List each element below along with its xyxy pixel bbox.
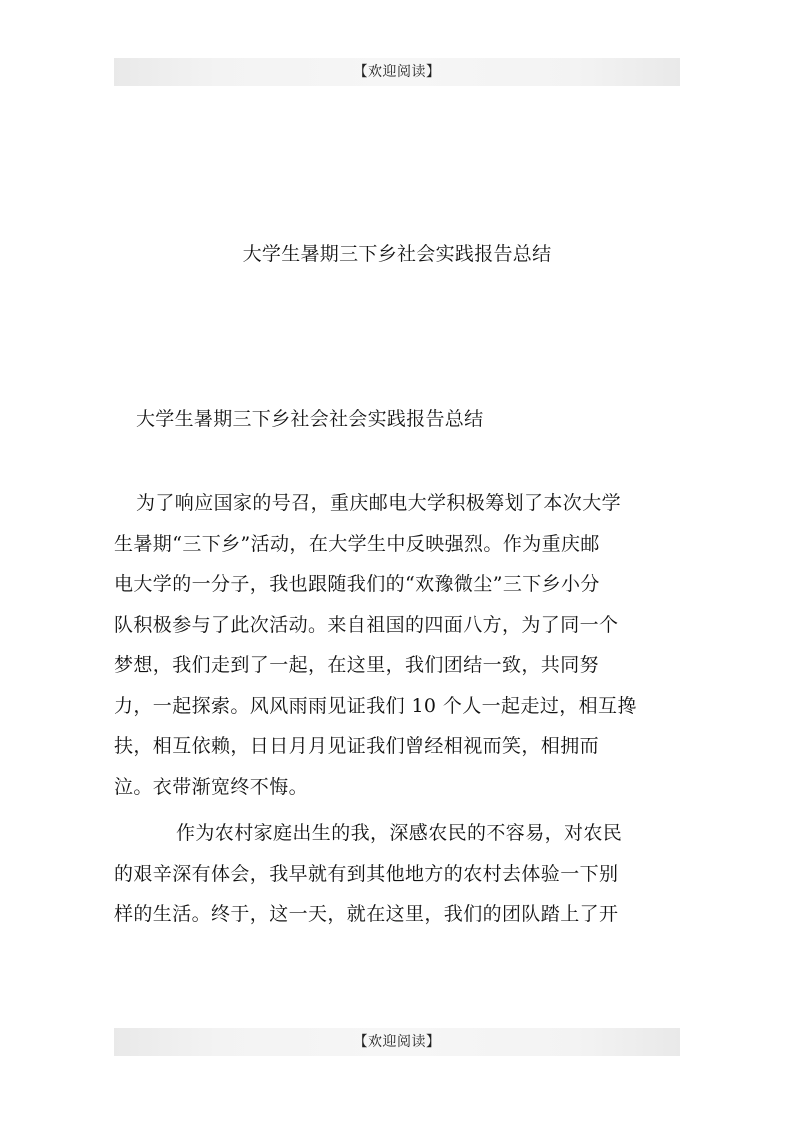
- footer-banner-text: 【欢迎阅读】: [353, 1034, 441, 1050]
- paragraph-2-line: 的艰辛深有体会，我早就有到其他地方的农村去体验一下别: [114, 862, 619, 885]
- paragraph-1-line: 力，一起探索。风风雨雨见证我们 10 个人一起走过，相互搀: [114, 694, 637, 717]
- header-banner: [114, 58, 680, 86]
- document-subtitle: 大学生暑期三下乡社会社会实践报告总结: [136, 408, 484, 430]
- document-title: 大学生暑期三下乡社会实践报告总结: [242, 243, 552, 265]
- paragraph-2-line: 作为农村家庭出生的我，深感农民的不容易，对农民: [176, 822, 623, 844]
- paragraph-1-line: 梦想，我们走到了一起，在这里，我们团结一致，共同努: [114, 654, 600, 676]
- paragraph-1-line: 为了响应国家的号召，重庆邮电大学积极筹划了本次大学: [136, 492, 622, 514]
- paragraph-2: [114, 813, 680, 935]
- footer-banner: [114, 1028, 680, 1056]
- paragraph-1-line: 队积极参与了此次活动。来自祖国的四面八方，为了同一个: [114, 613, 619, 636]
- paragraph-1-line: 电大学的一分子，我也跟随我们的“欢豫微尘”三下乡小分: [114, 573, 600, 595]
- header-banner-text: 【欢迎阅读】: [353, 64, 441, 80]
- paragraph-2-line: 样的生活。终于，这一天，就在这里，我们的团队踏上了开: [114, 903, 619, 925]
- paragraph-1-line: 泣。衣带渐宽终不悔。: [114, 775, 309, 798]
- paragraph-1-line: 生暑期“三下乡”活动，在大学生中反映强烈。作为重庆邮: [114, 532, 600, 555]
- paragraph-1: [114, 483, 680, 807]
- paragraph-1-line: 扶，相互依赖，日日月月见证我们曾经相视而笑，相拥而: [114, 735, 600, 757]
